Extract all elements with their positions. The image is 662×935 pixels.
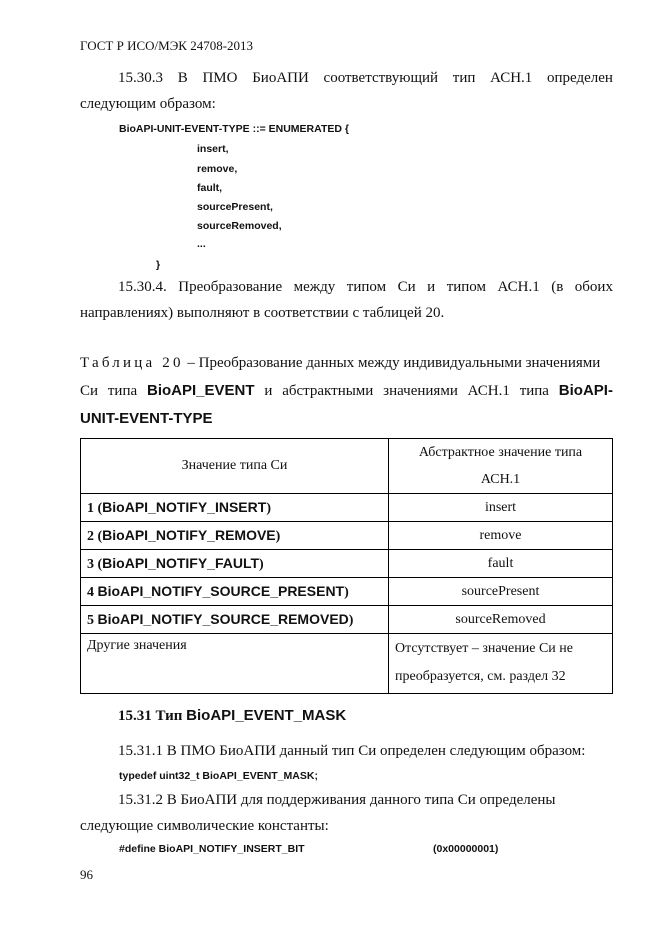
conversion-table — [80, 438, 613, 694]
code-item: insert, — [197, 143, 229, 155]
word: типом — [346, 279, 387, 295]
note-line: преобразуется, см. раздел 32 — [395, 669, 566, 684]
type-name: BioAPI_EVENT — [146, 382, 255, 399]
word: типом — [446, 279, 487, 295]
word: АСН.1 — [490, 70, 533, 86]
caption-text: – Преобразование данных между индивидуальными значениями — [187, 355, 601, 371]
word: БиоАПИ — [252, 70, 309, 86]
constant-name: BioAPI_NOTIFY_SOURCE_PRESENT — [97, 582, 345, 599]
word: и — [264, 383, 273, 399]
row-number: 1 ( — [87, 500, 103, 516]
table-row-other — [81, 634, 613, 694]
word: определен — [547, 70, 613, 86]
paren: ) — [344, 584, 349, 600]
header-cell-c-value: Значение типа Си — [81, 439, 389, 494]
section-number: 15.30.3 — [118, 70, 163, 86]
cell-asn-value: remove — [389, 522, 613, 550]
word: типа — [519, 383, 549, 399]
code-item: remove, — [197, 163, 238, 175]
code-item: fault, — [197, 182, 223, 194]
section-heading-15-31 — [118, 707, 346, 725]
heading-number: 15.31 Тип — [118, 708, 183, 724]
cell-absent-note — [389, 634, 613, 694]
code-typedef: typedef uint32_t BioAPI_EVENT_MASK; — [119, 770, 318, 782]
word: (в — [551, 279, 564, 295]
word: АСН.1 — [467, 383, 510, 399]
word: значениями — [383, 383, 458, 399]
table-caption-line2 — [80, 382, 613, 400]
word: АСН.1 — [497, 279, 540, 295]
constant-name: BioAPI_NOTIFY_SOURCE_REMOVED — [97, 610, 349, 627]
row-number: 5 — [87, 612, 98, 628]
word: соответствующий — [323, 70, 439, 86]
word: типа — [107, 383, 138, 399]
row-number: 3 ( — [87, 556, 103, 572]
cell-asn-value: sourceRemoved — [389, 606, 613, 634]
table-label: Таблица 20 — [80, 355, 184, 371]
cell-other-values: Другие значения — [81, 634, 389, 694]
code-item: ... — [197, 238, 206, 250]
cell-c-value — [81, 550, 389, 578]
type-name: BioAPI- — [558, 382, 613, 399]
header-line: АСН.1 — [480, 472, 521, 487]
word: обоих — [574, 279, 613, 295]
table-row — [81, 494, 613, 522]
constant-name: BioAPI_NOTIFY_REMOVE — [102, 526, 276, 543]
cell-c-value — [81, 522, 389, 550]
row-number: 4 — [87, 584, 98, 600]
note-line: Отсутствует – значение Си не — [395, 641, 573, 656]
cell-asn-value: insert — [389, 494, 613, 522]
table-row — [81, 578, 613, 606]
para-15-30-3-line1 — [118, 70, 613, 87]
header-cell-asn-value — [389, 439, 613, 494]
paren: ) — [259, 556, 264, 572]
constant-name: BioAPI_NOTIFY_FAULT — [102, 554, 260, 571]
table-row — [81, 606, 613, 634]
cell-c-value — [81, 494, 389, 522]
code-decl: BioAPI-UNIT-EVENT-TYPE ::= ENUMERATED { — [119, 123, 349, 135]
paren: ) — [266, 500, 271, 516]
code-define-value: (0x00000001) — [433, 843, 499, 855]
code-close: } — [156, 259, 161, 271]
para-15-30-4-line1 — [118, 279, 613, 296]
table-caption-line3: UNIT-EVENT-TYPE — [80, 410, 213, 427]
cell-asn-value: sourcePresent — [389, 578, 613, 606]
cell-c-value — [81, 606, 389, 634]
word: 15.30.4. — [118, 279, 167, 295]
paren: ) — [275, 528, 281, 544]
heading-type: BioAPI_EVENT_MASK — [186, 707, 347, 724]
table-caption-line1 — [80, 355, 613, 372]
paren: ) — [348, 612, 354, 628]
cell-c-value — [81, 578, 389, 606]
table-row — [81, 550, 613, 578]
para-15-30-3-line2: следующим образом: — [80, 96, 216, 112]
word: тип — [452, 70, 476, 86]
constant-name: BioAPI_NOTIFY_INSERT — [102, 498, 267, 515]
page-number: 96 — [80, 867, 93, 882]
header-line: Абстрактное значение типа — [418, 445, 583, 460]
word: Си — [80, 383, 99, 399]
word: ПМО — [202, 70, 238, 86]
cell-asn-value: fault — [389, 550, 613, 578]
code-item: sourcePresent, — [197, 201, 273, 213]
word: абстрактными — [282, 383, 374, 399]
table-header-row — [81, 439, 613, 494]
code-item: sourceRemoved, — [197, 220, 282, 232]
word: между — [293, 279, 336, 295]
para-15-30-4-line2: направлениях) выполняют в соответствии с таблицей 20. — [80, 305, 445, 321]
document-header: ГОСТ Р ИСО/МЭК 24708-2013 — [80, 38, 254, 53]
para-15-31-2-line2: следующие символические константы: — [80, 818, 329, 834]
para-15-31-1: 15.31.1 В ПМО БиоАПИ данный тип Си определен следующим образом: — [118, 743, 586, 759]
table-row — [81, 522, 613, 550]
word: В — [177, 70, 188, 86]
word: Преобразование — [178, 279, 283, 295]
code-define-name: #define BioAPI_NOTIFY_INSERT_BIT — [119, 843, 305, 855]
word: Си — [397, 279, 416, 295]
word: и — [427, 279, 436, 295]
row-number: 2 ( — [87, 528, 103, 544]
para-15-31-2-line1: 15.31.2 В БиоАПИ для поддерживания данного типа Си определены — [118, 792, 556, 808]
